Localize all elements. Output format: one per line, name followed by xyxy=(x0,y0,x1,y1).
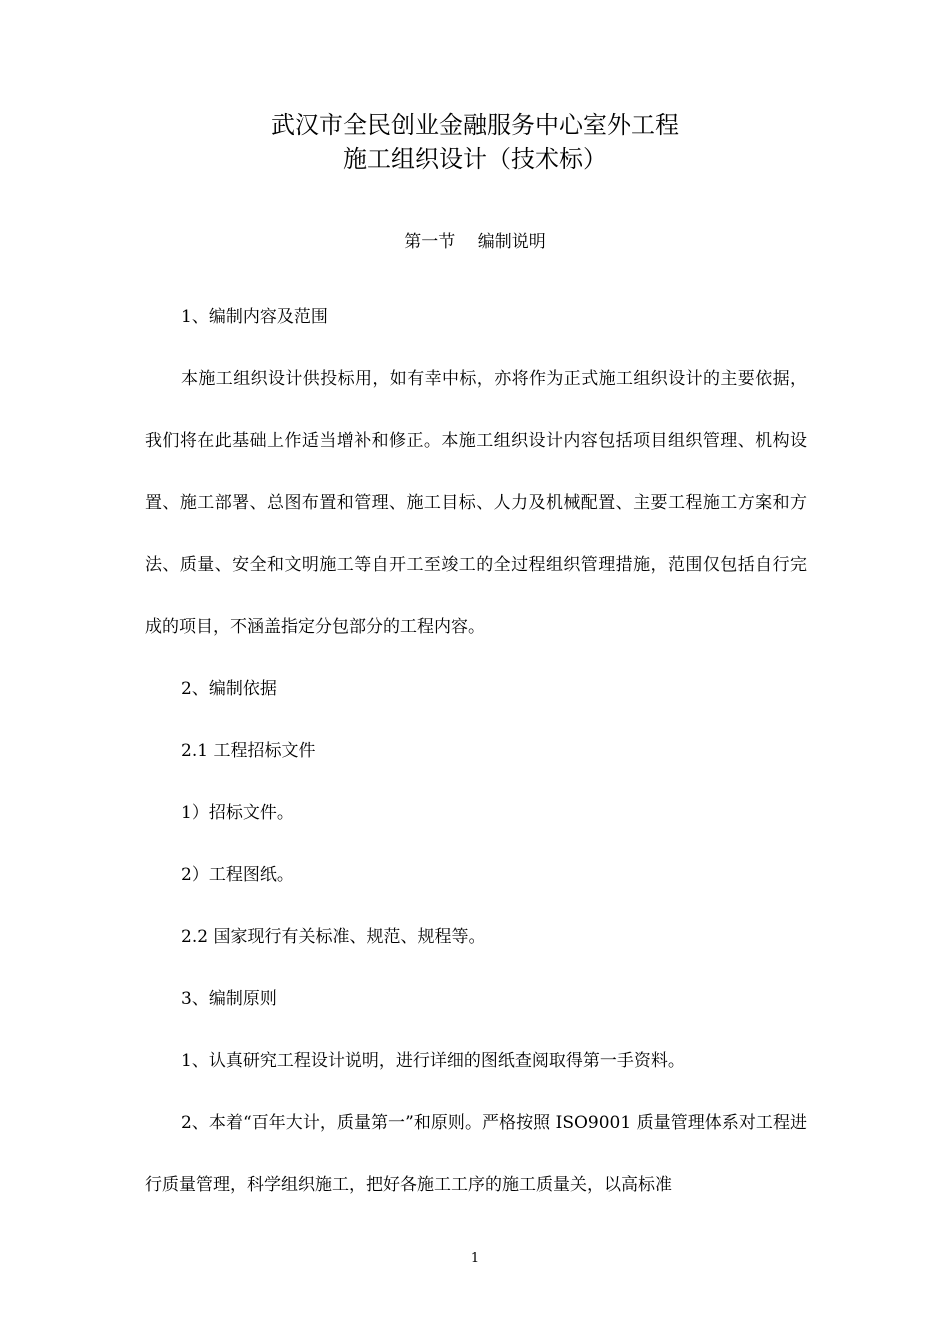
document-body xyxy=(145,286,807,1216)
heading-compile-principles: 3、编制原则 xyxy=(181,989,277,1009)
document-title xyxy=(0,108,950,176)
title-line-2: 施工组织设计（技术标） xyxy=(343,145,607,173)
heading-compile-basis: 2、编制依据 xyxy=(181,679,277,699)
list-item-tender-file: 1）招标文件。 xyxy=(181,803,294,823)
page-number: 1 xyxy=(470,1251,480,1266)
paragraph-scope-description: 本施工组织设计供投标用，如有幸中标，亦将作为正式施工组织设计的主要依据，我们将在此基础上作适当增补和修正。本施工组织设计内容包括项目组织管理、机构设置、施工部署、总图布置和管理、施工目标、人力及机械配置、主要工程施工方案和方法、质量、安全和文明施工等自开工至竣工的全过程组织管理措施，范围仅包括自行完成的项目，不涵盖指定分包部分的工程内容。 xyxy=(145,369,807,637)
subheading-national-standards: 2.2 国家现行有关标准、规范、规程等。 xyxy=(181,927,486,947)
heading-compile-scope: 1、编制内容及范围 xyxy=(181,307,328,327)
list-item-drawings: 2）工程图纸。 xyxy=(181,865,294,885)
subheading-tender-documents: 2.1 工程招标文件 xyxy=(181,741,316,761)
principle-item-1: 1、认真研究工程设计说明，进行详细的图纸查阅取得第一手资料。 xyxy=(181,1051,685,1071)
section-heading: 第一节 编制说明 xyxy=(404,232,546,252)
principle-item-2: 2、本着“百年大计，质量第一”和原则。严格按照 ISO9001 质量管理体系对工程进行质量管理，科学组织施工，把好各施工工序的施工质量关，以高标准 xyxy=(145,1113,807,1195)
title-line-1: 武汉市全民创业金融服务中心室外工程 xyxy=(271,111,679,139)
